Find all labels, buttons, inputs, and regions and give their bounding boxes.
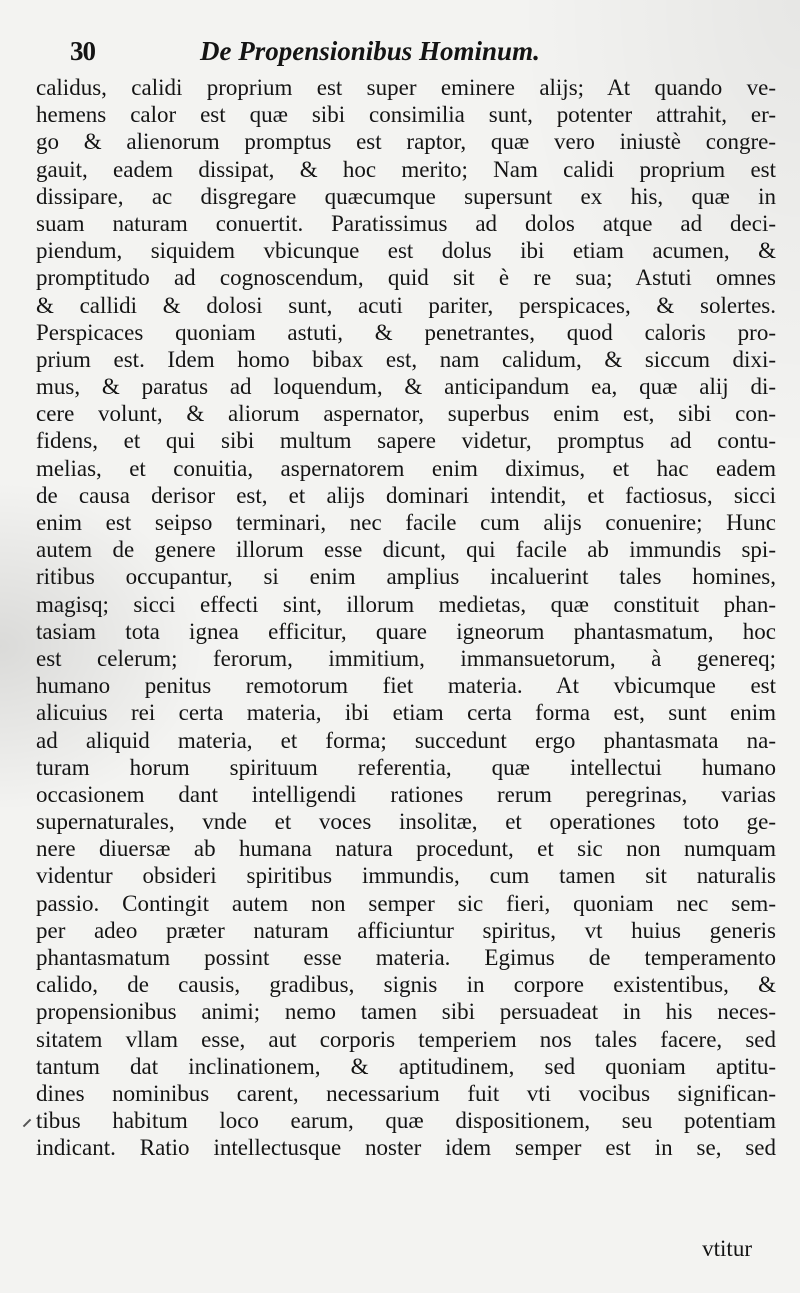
text-line: turam horum spirituum referentia, quæ intellectui humano [36,754,776,780]
text-line: go & alienorum promptus est raptor, quæ vero iniustè congre- [36,129,776,155]
text-line: passio. Contingit autem non semper sic fieri, quoniam nec sem- [36,890,776,916]
text-line: est celerum; ferorum, immitium, immansuetorum, à genereq; [36,645,776,671]
text-line: tibus habitum loco earum, quæ dispositionem, seu potentiam [36,1108,776,1134]
text-line: melias, et conuitia, aspernatorem enim diximus, et hac eadem [36,455,776,481]
text-line: ad aliquid materia, et forma; succedunt ergo phantasmata na- [36,727,776,753]
text-line: & callidi & dolosi sunt, acuti pariter, perspicaces, & solertes. [36,292,776,318]
text-line: prium est. Idem homo bibax est, nam calidum, & siccum dixi- [36,346,776,372]
text-line: dissipare, ac disgregare quæcumque supersunt ex his, quæ in [36,183,776,209]
body-text [36,74,776,1162]
text-line: enim est seipso terminari, nec facile cum alijs conuenire; Hunc [36,510,776,535]
page-header [70,36,770,70]
text-line: fidens, et qui sibi multum sapere videtur, promptus ad contu- [36,428,776,454]
running-title: De Propensionibus Hominum. [200,36,540,66]
text-line: occasionem dant intelligendi rationes rerum peregrinas, varias [36,781,776,807]
text-line: tantum dat inclinationem, & aptitudinem, sed quoniam aptitu- [36,1053,776,1079]
text-line: tasiam tota ignea efficitur, quare igneorum phantasmatum, hoc [36,618,776,644]
text-line: propensionibus animi; nemo tamen sibi persuadeat in his neces- [36,999,776,1025]
text-line: per adeo præter naturam afficiuntur spiritus, vt huius generis [36,917,776,943]
text-line: mus, & paratus ad loquendum, & anticipandum ea, quæ alij di- [36,374,776,400]
catchword: vtitur [702,1236,752,1261]
page-number: 30 [70,36,95,66]
text-line: hemens calor est quæ sibi consimilia sunt, potenter attrahit, er- [36,102,776,128]
text-line: gauit, eadem dissipat, & hoc merito; Nam calidi proprium est [36,156,776,182]
text-line: piendum, siquidem vbicunque est dolus ibi etiam acumen, & [36,238,776,264]
text-line: promptitudo ad cognoscendum, quid sit è re sua; Astuti omnes [36,265,776,291]
scan-mark [23,1119,31,1127]
text-line: phantasmatum possint esse materia. Egimus de temperamento [36,945,776,970]
text-line: magisq; sicci effecti sint, illorum medietas, quæ constituit phan- [36,591,776,617]
text-line: indicant. Ratio intellectusque noster idem semper est in se, sed [36,1135,776,1161]
text-line: autem de genere illorum esse dicunt, qui facile ab immundis spi- [36,537,776,563]
text-line: Perspicaces quoniam astuti, & penetrantes, quod caloris pro- [36,319,776,345]
text-line: alicuius rei certa materia, ibi etiam certa forma est, sunt enim [36,700,776,726]
text-line: nere diuersæ ab humana natura procedunt, et sic non numquam [36,836,776,862]
text-line: humano penitus remotorum fiet materia. At vbicumque est [36,673,776,699]
text-line: ritibus occupantur, si enim amplius incaluerint tales homines, [36,564,776,590]
text-line: sitatem vllam esse, aut corporis temperiem nos tales facere, sed [36,1026,776,1052]
text-line: suam naturam conuertit. Paratissimus ad dolos atque ad deci- [36,210,776,236]
text-line: calidus, calidi proprium est super eminere alijs; At quando ve- [36,75,776,100]
text-line: supernaturales, vnde et voces insolitæ, et operationes toto ge- [36,809,776,835]
text-line: dines nominibus carent, necessarium fuit vti vocibus significan- [36,1080,776,1106]
text-line: de causa derisor est, et alijs dominari intendit, et factiosus, sicci [36,482,776,508]
text-line: calido, de causis, gradibus, signis in corpore existentibus, & [36,972,776,998]
text-line: videntur obsideri spiritibus immundis, cum tamen sit naturalis [36,863,776,889]
text-line: cere volunt, & aliorum aspernator, superbus enim est, sibi con- [36,401,776,427]
